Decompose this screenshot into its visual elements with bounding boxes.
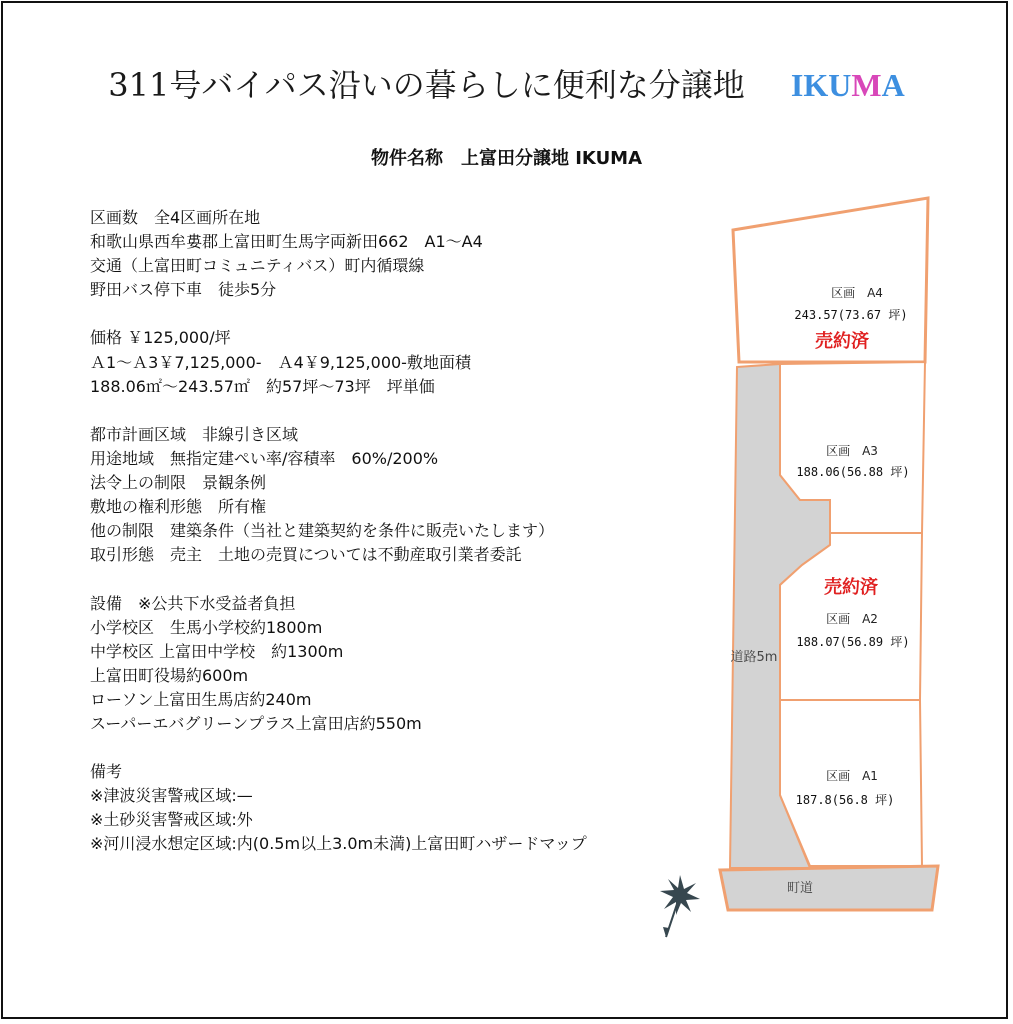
lot-a3-label: 区画 A3 xyxy=(826,444,878,458)
detail-line: ※河川浸水想定区域:内(0.5m以上3.0m未満)上富田町ハザードマップ xyxy=(90,834,587,854)
property-name: 物件名称 上富田分譲地 IKUMA xyxy=(370,148,643,169)
brand-letter: U xyxy=(828,67,852,103)
lot-a3-area: 188.06(56.88 坪) xyxy=(796,465,910,479)
detail-line: 他の制限 建築条件（当社と建築契約を条件に販売いたします） xyxy=(90,521,555,541)
compass-icon xyxy=(660,875,700,937)
detail-line: 価格 ￥125,000/坪 xyxy=(90,328,231,348)
detail-line: 取引形態 売主 土地の売買については不動産取引業者委託 xyxy=(90,545,522,565)
brand-letter: I xyxy=(790,67,804,103)
detail-line: 区画数 全4区画所在地 xyxy=(90,208,261,227)
lot-a2-area: 188.07(56.89 坪) xyxy=(796,635,910,649)
access-road-label: 道路5m xyxy=(730,650,778,665)
detail-line: 中学校区 上富田中学校 約1300m xyxy=(90,641,344,661)
detail-line: Ａ1～Ａ3￥7,125,000- Ａ4￥9,125,000-敷地面積 xyxy=(90,352,471,372)
detail-line: 法令上の制限 景観条例 xyxy=(90,473,267,493)
detail-line: 都市計画区域 非線引き区域 xyxy=(90,424,299,444)
lot-a4-sold-badge: 売約済 xyxy=(815,331,869,352)
detail-line: 設備 ※公共下水受益者負担 xyxy=(90,593,296,613)
detail-line: ローソン上富田生馬店約240m xyxy=(90,689,312,709)
detail-line: 和歌山県西牟婁郡上富田町生馬字両新田662 A1～A4 xyxy=(90,232,483,252)
detail-line: 敷地の権利形態 所有権 xyxy=(90,497,267,517)
lot-a4-area: 243.57(73.67 坪) xyxy=(794,308,908,322)
detail-line: ※土砂災害警戒区域:外 xyxy=(90,810,253,830)
brand-letter: K xyxy=(803,67,829,103)
title-text: 311号バイパス沿いの暮らしに便利な分譲地 xyxy=(108,66,745,104)
detail-line: スーパーエバグリーンプラス上富田店約550m xyxy=(90,713,422,733)
lot-a1[interactable] xyxy=(780,700,922,866)
lot-a4-label: 区画 A4 xyxy=(831,286,883,300)
detail-line: 備考 xyxy=(90,762,123,782)
detail-line: 188.06㎡～243.57㎡ 約57坪～73坪 坪単価 xyxy=(90,376,435,396)
lot-a2-label: 区画 A2 xyxy=(826,612,878,626)
detail-line: 上富田町役場約600m xyxy=(90,665,249,685)
detail-line: 野田バス停下車 徒歩5分 xyxy=(90,280,277,300)
lot-a1-label: 区画 A1 xyxy=(826,769,878,783)
detail-line: 用途地域 無指定建ぺい率/容積率 60%/200% xyxy=(90,448,439,468)
detail-line: ※津波災害警戒区域:— xyxy=(90,786,253,806)
detail-line: 交通（上富田町コミュニティバス）町内循環線 xyxy=(90,256,425,276)
detail-line: 小学校区 生馬小学校約1800m xyxy=(90,617,323,637)
town-road-label: 町道 xyxy=(786,881,814,896)
brand-letter: M xyxy=(851,67,882,103)
town-road xyxy=(720,866,938,910)
brand-letter: A xyxy=(881,67,905,103)
lot-a1-area: 187.8(56.8 坪) xyxy=(795,793,895,807)
lot-a2-sold-badge: 売約済 xyxy=(824,577,878,598)
